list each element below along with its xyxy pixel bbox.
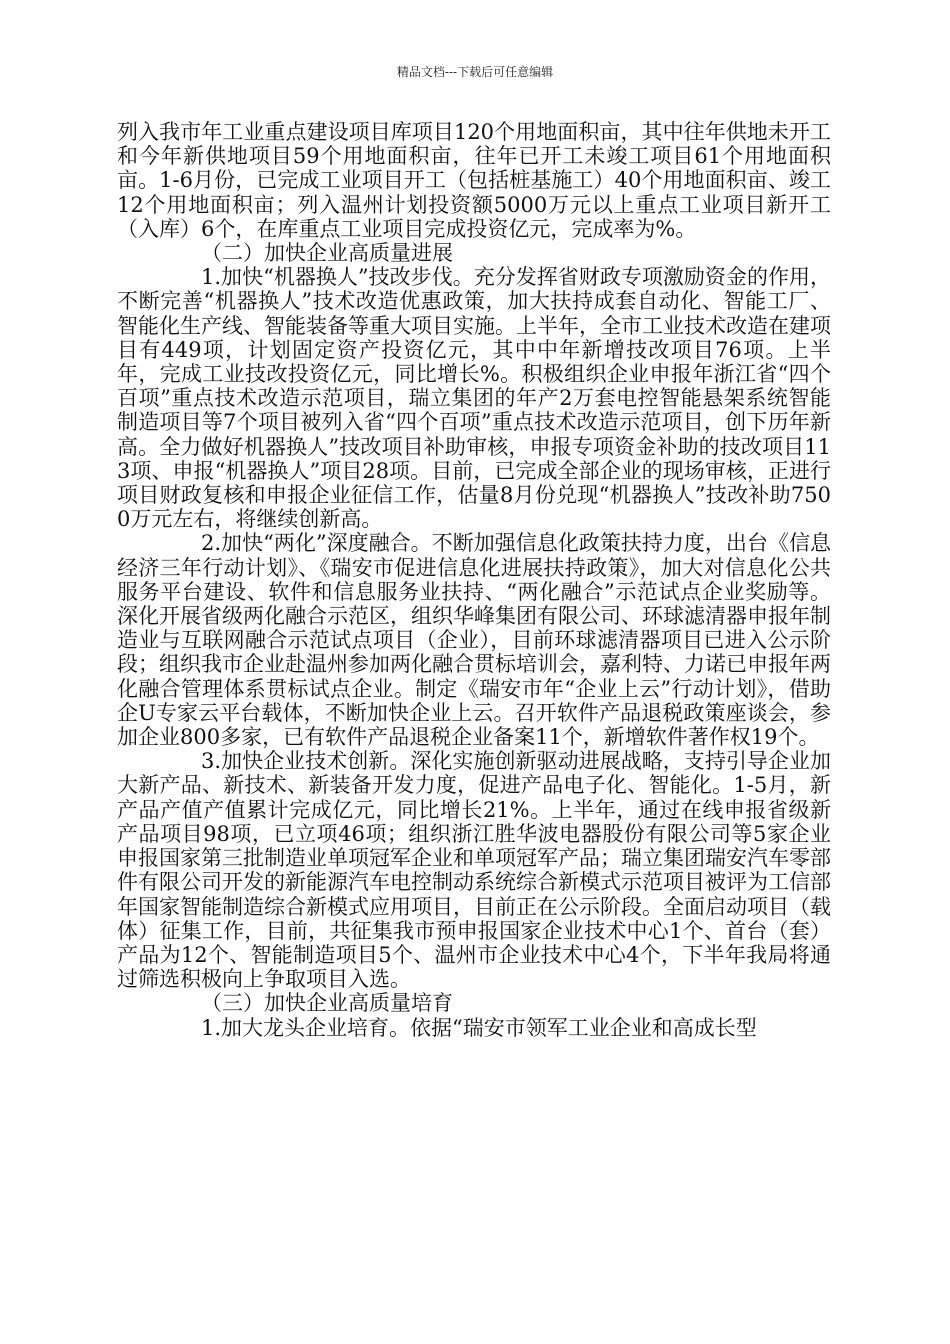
section-heading-2: （二）加快企业高质量进展 [201, 241, 453, 266]
paragraph-intro: 列入我市年工业重点建设项目库项目120个用地面积亩，其中往年供地未开工和今年新供地项目59个用地面积亩，往年已开工未竣工项目61个用地面积亩。1-6月份，已完成工业项目开工（包括桩基施工）40个用地面积亩、竣工12个用地面积亩；列入温州计划投资额5000万元以上重点工业项目新开工（入库）6个，在库重点工业项目完成投资亿元，完成率为%。 [117, 120, 831, 241]
paragraph-innovation: 3.加快企业技术创新。深化实施创新驱动进展战略，支持引导企业加大新产品、新技术、新装备开发力度，促进产品电子化、智能化。1-5月，新产品产值产值累计完成亿元，同比增长21%。上半年，通过在线申报省级新产品项目98项，已立项46项；组织浙江胜华波电器股份有限公司等5家企业申报国家第三批制造业单项冠军企业和单项冠军产品；瑞立集团瑞安汽车零部件有限公司开发的新能源汽车电控制动系统综合新模式示范项目被评为工信部年国家智能制造综合新模式应用项目，目前正在公示阶段。全面启动项目（载体）征集工作，目前，共征集我市预申报国家企业技术中心1个、首台（套）产品为12个、智能制造项目5个、温州市企业技术中心4个，下半年我局将通过筛选积极向上争取项目入选。 [117, 749, 831, 992]
paragraph-leading-enterprises: 1.加大龙头企业培育。依据“瑞安市领军工业企业和高成长型 [201, 1015, 757, 1040]
paragraph-robots: 1.加快“机器换人”技改步伐。充分发挥省财政专项激励资金的作用，不断完善“机器换人”技术改造优惠政策，加大扶持成套自动化、智能工厂、智能化生产线、智能装备等重大项目实施。上半年，全市工业技术改造在建项目有449项，计划固定资产投资亿元，其中中年新增技改项目76项。上半年，完成工业技改投资亿元，同比增长%。积极组织企业申报年浙江省“四个百项”重点技术改造示范项目，瑞立集团的年产2万套电控智能悬架系统智能制造项目等7个项目被列入省“四个百项”重点技术改造示范项目，创下历年新高。全力做好机器换人”技改项目补助审核，申报专项资金补助的技改项目113项、申报“机器换人”项目28项。目前，已完成全部企业的现场审核，正进行项目财政复核和申报企业征信工作，估量8月份兑现“机器换人”技改补助7500万元左右，将继续创新高。 [117, 265, 831, 532]
page-header: 精品文档---下载后可任意编辑 [396, 65, 554, 79]
section-heading-3: （三）加快企业高质量培育 [201, 991, 453, 1016]
document-body [117, 120, 831, 1040]
paragraph-integration: 2.加快“两化”深度融合。不断加强信息化政策扶持力度，出台《信息经济三年行动计划》、《瑞安市促进信息化进展扶持政策》，加大对信息化公共服务平台建设、软件和信息服务业扶持、“两化融合”示范试点企业奖励等。深化开展省级两化融合示范区，组织华峰集团有限公司、环球滤清器申报年制造业与互联网融合示范试点项目（企业），目前环球滤清器项目已进入公示阶段；组织我市企业赴温州参加两化融合贯标培训会，嘉利特、力诺已申报年两化融合管理体系贯标试点企业。制定《瑞安市年“企业上云”行动计划》，借助企U专家云平台载体，不断加快企业上云。召开软件产品退税政策座谈会，参加企业800多家，已有软件产品退税企业备案11个，新增软件著作权19个。 [117, 531, 831, 750]
